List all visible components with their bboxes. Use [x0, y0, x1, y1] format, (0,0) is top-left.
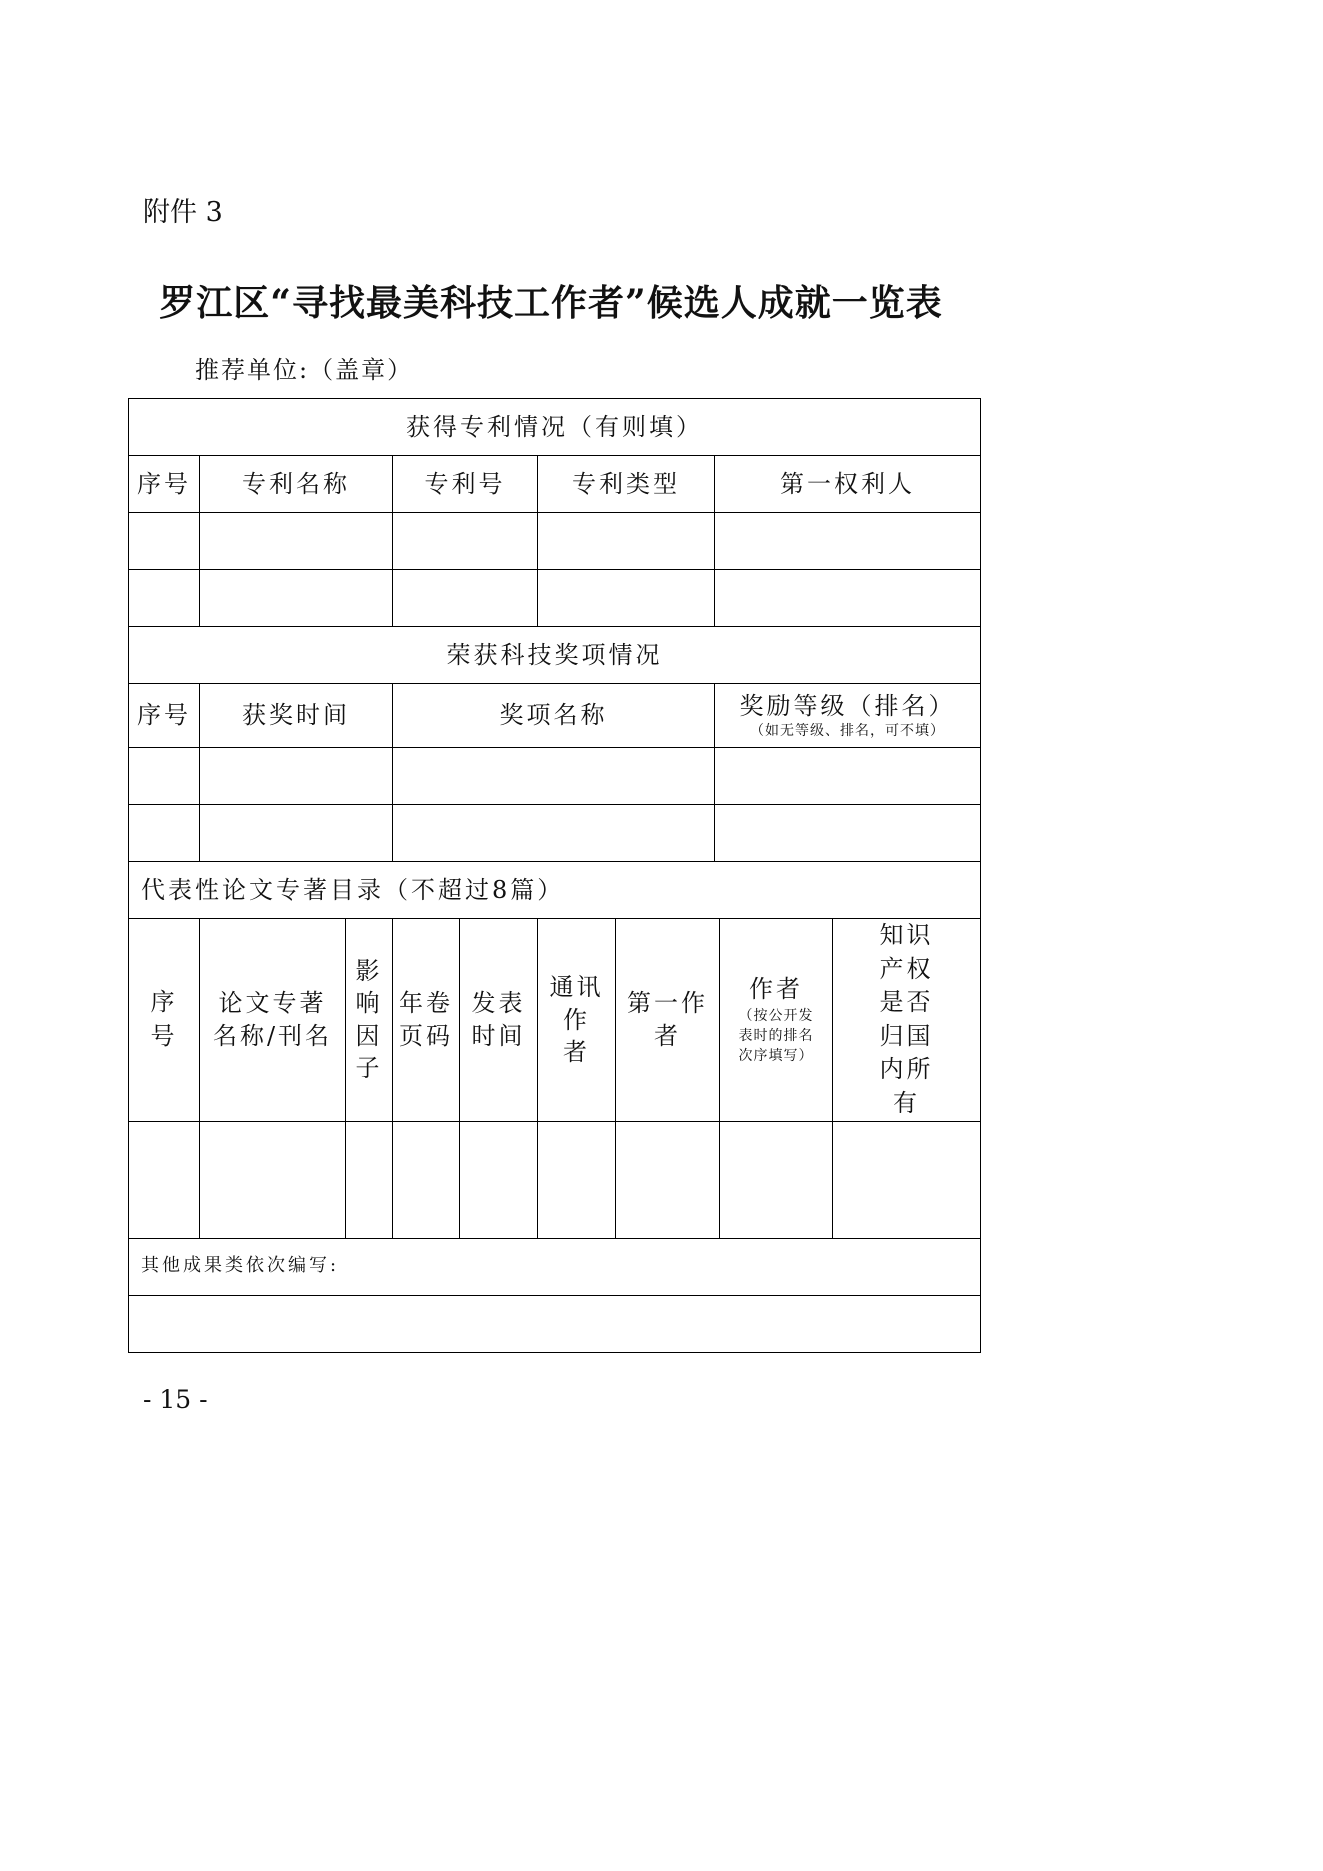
- awards-col-time: 获奖时间: [200, 684, 393, 748]
- patents-col-index: 序号: [129, 456, 200, 513]
- papers-author-note: （按公开发 表时的排名 次序填写）: [738, 1007, 814, 1065]
- patents-cell[interactable]: [538, 570, 715, 627]
- patents-col-owner: 第一权利人: [715, 456, 981, 513]
- papers-cell[interactable]: [720, 1121, 833, 1238]
- awards-heading: 荣获科技奖项情况: [129, 627, 981, 684]
- papers-cell[interactable]: [538, 1121, 616, 1238]
- achievement-table: [128, 398, 981, 1353]
- patents-cell[interactable]: [538, 513, 715, 570]
- papers-cell[interactable]: [393, 1121, 460, 1238]
- papers-cell[interactable]: [460, 1121, 538, 1238]
- patents-heading: 获得专利情况（有则填）: [129, 399, 981, 456]
- patents-cell[interactable]: [129, 513, 200, 570]
- papers-col-volume: 年卷 页码: [393, 919, 460, 1122]
- papers-col-index: 序 号: [129, 919, 200, 1122]
- papers-cell[interactable]: [346, 1121, 393, 1238]
- papers-cell[interactable]: [200, 1121, 346, 1238]
- awards-cell[interactable]: [393, 805, 715, 862]
- awards-cell[interactable]: [200, 805, 393, 862]
- awards-col-level: [715, 684, 981, 748]
- awards-level-note: （如无等级、排名，可不填）: [750, 722, 945, 739]
- patents-cell[interactable]: [200, 570, 393, 627]
- patents-col-type: 专利类型: [538, 456, 715, 513]
- patents-cell[interactable]: [393, 513, 538, 570]
- patents-cell[interactable]: [129, 570, 200, 627]
- awards-col-index: 序号: [129, 684, 200, 748]
- patents-col-name: 专利名称: [200, 456, 393, 513]
- papers-col-impact: 影 响 因 子: [346, 919, 393, 1122]
- awards-cell[interactable]: [200, 748, 393, 805]
- papers-cell[interactable]: [129, 1121, 200, 1238]
- awards-cell[interactable]: [129, 748, 200, 805]
- patents-cell[interactable]: [393, 570, 538, 627]
- table-row: [129, 570, 981, 627]
- patents-cell[interactable]: [715, 513, 981, 570]
- papers-col-first-author: 第一作 者: [616, 919, 720, 1122]
- awards-cell[interactable]: [715, 748, 981, 805]
- table-row: [129, 1121, 981, 1238]
- papers-col-title: 论文专著 名称/刊名: [200, 919, 346, 1122]
- other-value[interactable]: [129, 1295, 981, 1352]
- papers-col-ip: 知识 产权 是否 归国 内所 有: [833, 919, 981, 1122]
- papers-cell[interactable]: [833, 1121, 981, 1238]
- table-row: [129, 805, 981, 862]
- page-number: - 15 -: [143, 1385, 208, 1414]
- patents-cell[interactable]: [200, 513, 393, 570]
- patents-col-number: 专利号: [393, 456, 538, 513]
- papers-author-label: 作者: [749, 975, 803, 1004]
- papers-col-corresponding: 通讯作 者: [538, 919, 616, 1122]
- attachment-label: 附件 3: [143, 197, 223, 228]
- page-title: 罗江区“寻找最美科技工作者”候选人成就一览表: [159, 282, 943, 324]
- table-row: [129, 748, 981, 805]
- awards-level-label: 奖励等级（排名）: [739, 691, 956, 720]
- recommender-label: 推荐单位:（盖章）: [195, 356, 414, 384]
- papers-col-author: [720, 919, 833, 1122]
- patents-cell[interactable]: [715, 570, 981, 627]
- table-row: [129, 513, 981, 570]
- papers-cell[interactable]: [616, 1121, 720, 1238]
- awards-cell[interactable]: [129, 805, 200, 862]
- awards-cell[interactable]: [715, 805, 981, 862]
- awards-cell[interactable]: [393, 748, 715, 805]
- papers-col-date: 发表 时间: [460, 919, 538, 1122]
- papers-heading: 代表性论文专著目录（不超过8篇）: [129, 862, 981, 919]
- other-label: 其他成果类依次编写:: [129, 1238, 981, 1295]
- awards-col-name: 奖项名称: [393, 684, 715, 748]
